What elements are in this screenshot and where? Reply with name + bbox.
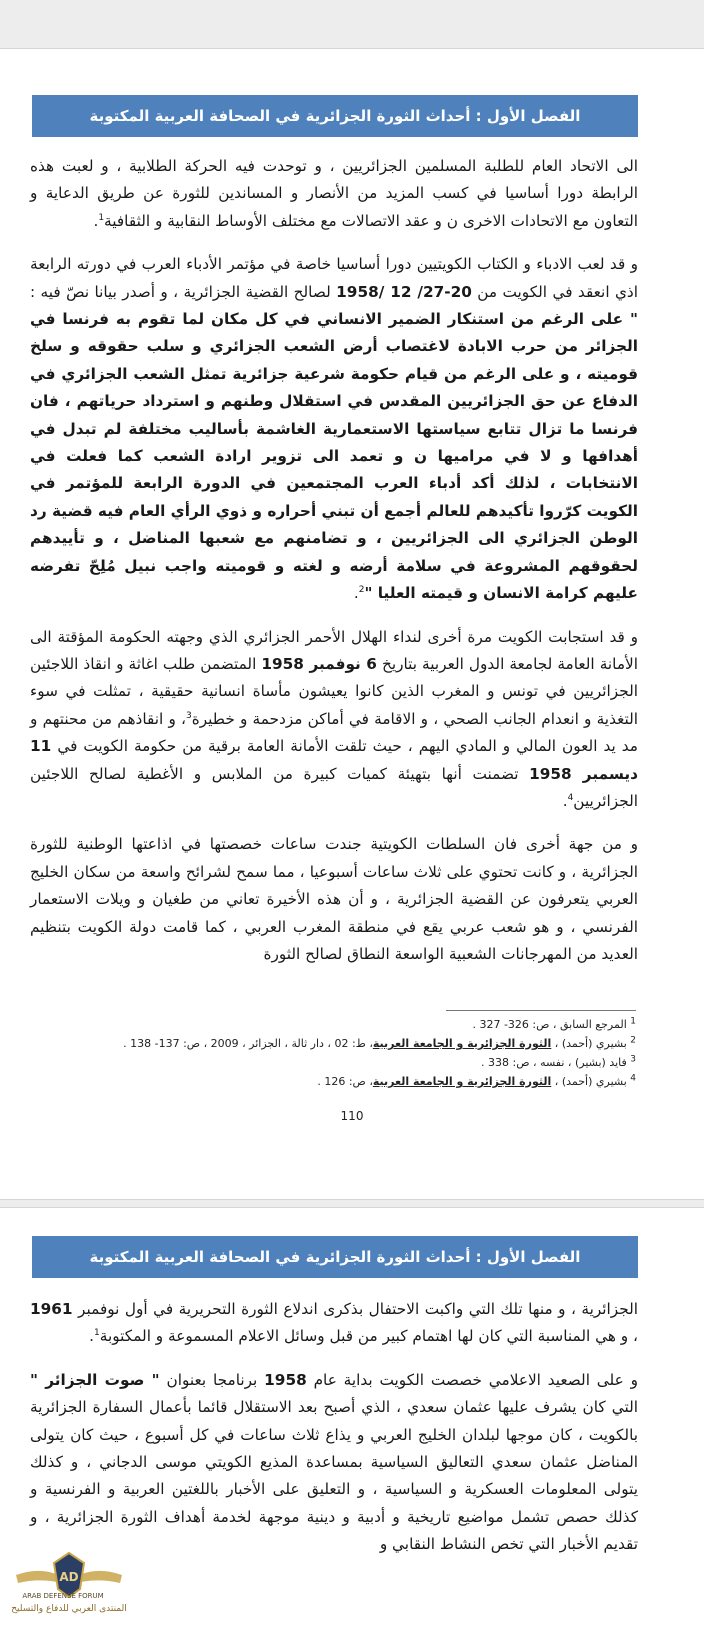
paragraph: الى الاتحاد العام للطلبة المسلمين الجزائريين ، و توحدت فيه الحركة الطلابية ، و لعبت هذه الرابطة دورا أساسيا في كسب المزيد من الأنصار و المساندين للثورة عن طريق الدعاية و التعاون مع الاتحادات الاخرى ن و عقد الاتصالات مع مختلف الأوساط النقابية و الثقافية$^1$. — [30, 157, 638, 230]
footnotes — [30, 1015, 636, 1091]
chapter-header: الفصل الأول : أحداث الثورة الجزائرية في الصحافة العربية المكتوبة — [32, 95, 638, 137]
quotation: " على الرغم من استنكار الضمير الانساني في كل مكان لما تقوم به فرنسا في الجزائر من حرب الابادة لاغتصاب أرض الشعب الجزائري و سلب حقوقه و سلخ قوميته ، و على الرغم من قيام حكومة شرعية جزائرية تمثل الشعب الجزائري في الدفاع عن حق الجزائريين المقدس في استقلال وطنهم و استرداد حرياتهم ، فان فرنسا ما تزال تتابع سياستها الاستعمارية الغاشمة بأساليب مختلفة لم تبدل في أهدافها و لا في مراميها ن و تعمد الى تزوير ارادة الشعب كما فعلت في الانتخابات ، لذلك أكد أدباء العرب المجتمعين في الدورة الرابعة للمؤتمر في الكويت كرّروا تأكيدهم للعالم أجمع أن تبني أحراره و ذوي الرأي العام فيه قضية رد الوطن الجزائري الى الجزائريين ، و تضامنهم مع شعبها المناضل ، و تأييدهم لحقوقهم المشروعة في سلامة أرضه و لغته و قوميته واجب نبيل مُلِحّ تفرضه عليهم كرامة الانسان و قيمته العليا " — [30, 310, 638, 603]
footnote-ref: 1 — [94, 1328, 100, 1339]
svg-text:AD: AD — [59, 1570, 79, 1584]
footnote: $^1$ المرجع السابق ، ص: 326- 327 . — [472, 1016, 636, 1031]
paragraph: و على الصعيد الاعلامي خصصت الكويت بداية عام 1958 برنامجا بعنوان " صوت الجزائر " التي كان يشرف عليها عثمان سعدي ، الذي أصبح بعد الاستقلال قائما بأعمال السفارة الجزائرية بالكويت ، كان موجها لبلدان الخليج العربي و يذاع ثلاث ساعات في كل أسبوع ، حيث كان يتولى المناضل عثمان سعدي التعاليق السياسية بمساعدة المذيع الكويتي موسى الدجاني ، و كذلك يتولى المعلومات العسكرية و السياسية ، و التعليق على الأخبار باللغتين العربية و الفرنسية و كذلك حصص تشمل مواضيع تاريخية و أدبية و دينية موجهة لخدمة أهداف الثورة الجزائرية ، و تقديم الأخبار التي تخص النشاط النقابي و — [30, 1370, 638, 1554]
paragraph: و قد لعب الادباء و الكتاب الكويتيين دورا أساسيا خاصة في مؤتمر الأدباء العرب في دورته الرابعة اذي انعقد في الكويت من 20-27/ 12 /1958 لصالح القضية الجزائرية ، و أصدر بيانا نصّ فيه : " على الرغم من استنكار الضمير الانساني في كل مكان لما تقوم به فرنسا في الجزائر من حرب الابادة لاغتصاب أرض الشعب الجزائري و سلب حقوقه و سلخ قوميته ، و على الرغم من قيام حكومة شرعية جزائرية تمثل الشعب الجزائري في الدفاع عن حق الجزائريين المقدس في استقلال وطنهم و استرداد حرياتهم ، فان فرنسا ما تزال تتابع سياستها الاستعمارية الغاشمة بأساليب مختلفة لم تبدل في أهدافها و لا في مراميها ن و تعمد الى تزوير ارادة الشعب كما فعلت في الانتخابات ، لذلك أكد أدباء العرب المجتمعين في الدورة الرابعة للمؤتمر في الكويت كرّروا تأكيدهم للعالم أجمع أن تبني أحراره و ذوي الرأي العام فيه قضية رد الوطن الجزائري الى الجزائريين ، و تضامنهم مع شعبها المناضل ، و تأييدهم لحقوقهم المشروعة في سلامة أرضه و لغته و قوميته واجب نبيل مُلِحّ تفرضه عليهم كرامة الانسان و قيمته العليا "$^2$. — [30, 255, 638, 603]
chapter-header: الفصل الأول : أحداث الثورة الجزائرية في الصحافة العربية المكتوبة — [32, 1236, 638, 1278]
footnote: $^4$ بشيري (أحمد) ، الثورة الجزائرية و الجامعة العربية، ص: 126 . — [317, 1073, 636, 1088]
footnote-ref: 3 — [185, 710, 192, 721]
page-1-body — [30, 153, 638, 984]
page-number: 110 — [340, 1109, 364, 1123]
footnote-ref: 4 — [567, 792, 574, 803]
paragraph: الجزائرية ، و منها تلك التي واكبت الاحتفال بذكرى اندلاع الثورة التحريرية في أول نوفمبر 1961 ، و هي المناسبة التي كان لها اهتمام كبير من قبل وسائل الاعلام المسموعة و المكتوبة$^1$. — [30, 1300, 638, 1346]
paragraph: و قد استجابت الكويت مرة أخرى لنداء الهلال الأحمر الجزائري الذي وجهته الحكومة المؤقتة الى الأمانة العامة لجامعة الدول العربية بتاريخ 6 نوفمبر 1958 المتضمن طلب اغاثة و انقاذ اللاجئين الجزائريين في تونس و المغرب الذين كانوا يعيشون مأساة انسانية حقيقية ، تمثلت في سوء التغذية و انعدام الجانب الصحي ، و الاقامة في أماكن مزدحمة و خطيرة$^3$، و انقاذهم من محنتهم و مد يد العون المالي و المادي اليهم ، حيث تلقت الأمانة العامة برقية من حكومة الكويت في 11 ديسمبر 1958 تضمنت أنها بتهيئة كميات كبيرة من الملابس و الأغطية لصالح اللاجئين الجزائريين$^4$. — [30, 627, 639, 810]
footnote-ref: 1 — [98, 212, 105, 223]
paragraph: و من جهة أخرى فان السلطات الكويتية جندت ساعات خصصتها في اذاعتها الوطنية للثورة الجزائرية ، و كانت تحتوي على ثلاث ساعات أسبوعيا ، مما سمح لشرائح واسعة من سكان الخليج العربي يتعرفون عن القضية الجزائرية ، و أن هذه الأخيرة تعاني من طغيان و ويلات الاستعمار الفرنسي ، و هو شعب عربي يقع في منطقة المغرب العربي ، كما قامت دولة الكويت بتنظيم العديد من المهرجانات الشعبية الواسعة النطاق لصالح الثورة — [30, 835, 638, 963]
document-page-1 — [0, 48, 704, 1200]
footnote-ref: 2 — [358, 585, 365, 595]
watermark-arabic: المنتدى العربي للدفاع والتسليح — [11, 1604, 127, 1614]
page-2-body — [30, 1296, 638, 1575]
footnote: $^2$ بشيري (أحمد) ، الثورة الجزائرية و الجامعة العربية، ط: 02 ، دار ثالة ، الجزائر ، 2009 ، ص: 137- 138 . — [123, 1035, 636, 1050]
footnote: $^3$ فايد (بشير) ، نفسه ، ص: 338 . — [481, 1054, 636, 1069]
footnote-separator — [446, 1010, 636, 1011]
watermark-english: ARAB DEFENSE FORUM — [22, 1592, 104, 1600]
